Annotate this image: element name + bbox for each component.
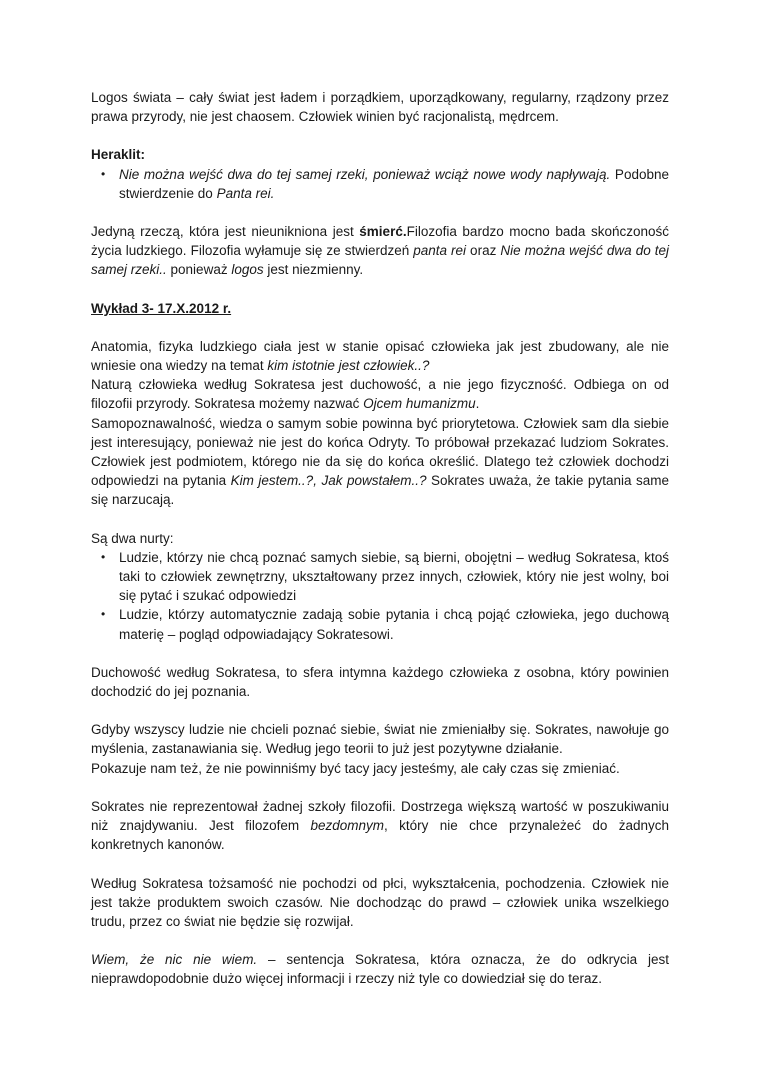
- italic-text: Kim jestem..?, Jak powstałem..?: [230, 473, 427, 489]
- paragraph-wiem: [91, 950, 669, 988]
- list-item: [91, 165, 669, 203]
- italic-text: Ojcem humanizmu: [363, 396, 476, 412]
- heraklit-list: [91, 165, 669, 203]
- paragraph-tozsamosc: Według Sokratesa tożsamość nie pochodzi od płci, wykształcenia, pochodzenia. Człowiek nie jest także produktem swoich czasów. Nie dochodząc do prawd – człowiek unika wszelkiego trudu, przez co świat nie będzie się rozwijał.: [91, 875, 669, 929]
- lecture-heading: Wykład 3- 17.X.2012 r.: [91, 300, 232, 316]
- text-run: ponieważ: [166, 262, 232, 278]
- italic-text: Nie można wejść dwa do tej samej rzeki..: [91, 243, 669, 278]
- text-run: Sokrates nie reprezentował żadnej szkoły filozofii. Dostrzega większą wartość w poszukiwaniu niż znajdywaniu. Jest filozofem: [91, 798, 669, 834]
- paragraph-szkola: [91, 797, 669, 855]
- text-run: oraz: [466, 243, 501, 259]
- list-item: [91, 605, 669, 643]
- text-run: Jedyną rzeczą, która jest nieunikniona jest: [91, 224, 360, 240]
- heading-heraklit: Heraklit:: [91, 147, 146, 163]
- list-item-text: Ludzie, którzy nie chcą poznać samych siebie, są bierni, obojętni – według Sokratesa, ktoś taki to człowiek zewnętrzny, ukształtowany przez innych, człowiek, który nie jest wolny, boi się pytać i szukać odpowiedzi: [119, 549, 669, 604]
- text-run: – sentencja Sokratesa, która oznacza, że do odkrycia jest nieprawdopodobnie dużo więcej informacji i rzeczy niż tyle co dowiedział się do teraz.: [91, 952, 670, 987]
- text-run: jest niezmienny.: [263, 262, 364, 278]
- paragraph-pokazuje: Pokazuje nam też, że nie powinniśmy być tacy jacy jesteśmy, ale cały czas się zmieniać.: [91, 760, 620, 776]
- paragraph-duchowosc: Duchowość według Sokratesa, to sfera intymna każdego człowieka z osobna, który powinien dochodzić do jej poznania.: [91, 664, 669, 700]
- text-run: Podobne stwierdzenie do: [119, 166, 669, 201]
- italic-text: panta rei: [413, 243, 467, 259]
- text-run: Sokrates uważa, że takie pytania same się narzucają.: [91, 473, 669, 508]
- paragraph-logos: Logos świata – cały świat jest ładem i porządkiem, uporządkowany, regularny, rządzony przez prawa przyrody, nie jest chaosem. Człowiek winien być racjonalistą, mędrcem.: [91, 90, 669, 125]
- list-item-text: Ludzie, którzy automatycznie zadają sobie pytania i chcą pojąć człowieka, jego duchową materię – pogląd odpowiadający Sokratesowi.: [119, 607, 669, 642]
- bullet-icon: •: [101, 607, 106, 622]
- text-run: .: [475, 396, 480, 412]
- text-run: , który nie chce przynależeć do żadnych konkretnych kanonów.: [91, 818, 669, 853]
- bold-text: śmierć.: [359, 224, 407, 240]
- bullet-icon: •: [101, 166, 106, 181]
- quote-text: Nie można wejść dwa do tej samej rzeki, ponieważ wciąż nowe wody napływają.: [119, 166, 611, 182]
- paragraph-gdyby: Gdyby wszyscy ludzie nie chcieli poznać siebie, świat nie zmieniałby się. Sokrates, nawołuje go myślenia, zastanawiania się. Według jego teorii to już jest pozytywne działanie.: [91, 722, 669, 757]
- paragraph-anatomia: [91, 337, 669, 375]
- text-run: Filozofia bardzo mocno bada skończoność życia ludzkiego. Filozofia wyłamuje się ze stwierdzeń: [91, 224, 669, 259]
- italic-text: bezdomnym: [310, 818, 385, 834]
- italic-text: Wiem, że nic nie wiem.: [91, 952, 258, 968]
- list-item: [91, 548, 669, 606]
- paragraph-smierc: [91, 222, 669, 280]
- paragraph-samopoznawalnosc: [91, 414, 669, 510]
- panta-rei-text: Panta rei.: [216, 185, 275, 201]
- text-run: Anatomia, fizyka ludzkiego ciała jest w stanie opisać człowieka jak jest zbudowany, ale nie wniesie ona wiedzy na temat: [91, 338, 669, 374]
- italic-text: kim istotnie jest człowiek..?: [267, 358, 430, 374]
- text-run: Samopoznawalność, wiedza o samym sobie powinna być priorytetowa. Człowiek sam dla siebie jest interesujący, ponieważ nie jest do końca Odryty. To próbował przekazać ludziom Sokrates. Człowiek jest podmiotem, którego nie da się do końca określić. Dlatego też człowiek dochodzi odpowiedzi na pytania: [91, 415, 669, 489]
- italic-text: logos: [231, 262, 264, 278]
- paragraph-dwa-nurty: Są dwa nurty:: [91, 530, 174, 546]
- nurty-list: [91, 548, 669, 644]
- paragraph-natura: [91, 375, 669, 413]
- text-run: Naturą człowieka według Sokratesa jest duchowość, a nie jego fizyczność. Odbiega on od filozofii przyrody. Sokratesa możemy nazwać: [91, 377, 669, 412]
- bullet-icon: •: [101, 549, 106, 564]
